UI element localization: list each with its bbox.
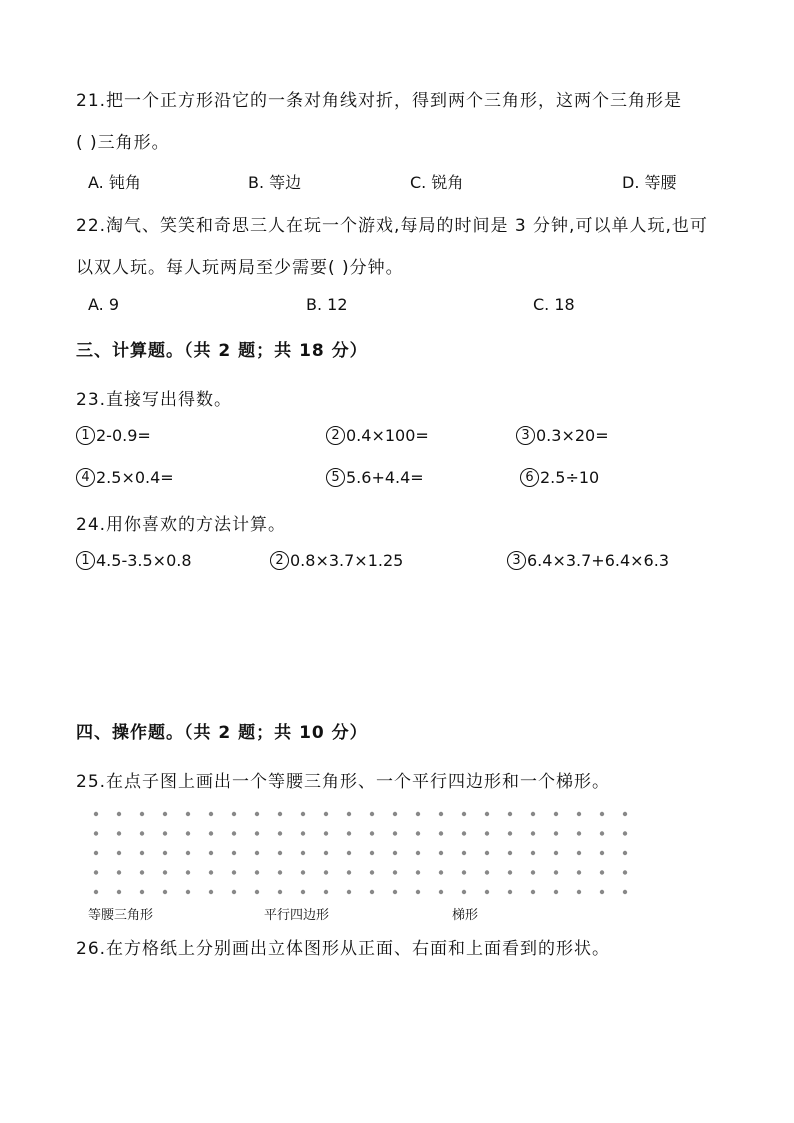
grid-dot[interactable] (393, 851, 397, 855)
circled-number: 1 (76, 551, 95, 570)
grid-dot[interactable] (255, 831, 259, 835)
q23-item-1-expr: 2-0.9= (96, 426, 151, 445)
grid-dot[interactable] (94, 831, 98, 835)
grid-dot[interactable] (531, 870, 535, 874)
circled-number: 2 (326, 426, 345, 445)
grid-dot[interactable] (209, 812, 213, 816)
grid-dot[interactable] (117, 812, 121, 816)
grid-dot[interactable] (462, 870, 466, 874)
grid-dot[interactable] (163, 851, 167, 855)
grid-dot[interactable] (163, 831, 167, 835)
grid-dot[interactable] (600, 831, 604, 835)
grid-dot[interactable] (554, 851, 558, 855)
grid-dot[interactable] (347, 812, 351, 816)
dot-grid-label-trapezoid: 梯形 (452, 908, 479, 923)
grid-dot[interactable] (600, 890, 604, 894)
circled-number: 3 (507, 551, 526, 570)
q24-item-2 (270, 551, 403, 570)
grid-dot[interactable] (554, 870, 558, 874)
grid-dot[interactable] (577, 851, 581, 855)
q26-title: 26.在方格纸上分别画出立体图形从正面、右面和上面看到的形状。 (76, 939, 611, 959)
grid-dot[interactable] (324, 870, 328, 874)
grid-dot[interactable] (531, 890, 535, 894)
grid-dot[interactable] (347, 890, 351, 894)
grid-dot[interactable] (623, 890, 627, 894)
grid-dot[interactable] (416, 890, 420, 894)
circled-number: 5 (326, 468, 345, 487)
grid-dot[interactable] (255, 812, 259, 816)
circled-number: 2 (270, 551, 289, 570)
grid-dot[interactable] (508, 851, 512, 855)
grid-dot[interactable] (439, 851, 443, 855)
q24-item-3 (507, 551, 669, 570)
grid-dot[interactable] (623, 851, 627, 855)
q24-item-3-expr: 6.4×3.7+6.4×6.3 (527, 551, 669, 570)
grid-dot[interactable] (577, 831, 581, 835)
q21-option-b: B. 等边 (248, 173, 302, 192)
q24-item-2-expr: 0.8×3.7×1.25 (290, 551, 404, 570)
grid-dot[interactable] (508, 831, 512, 835)
grid-dot[interactable] (462, 890, 466, 894)
grid-dot[interactable] (347, 831, 351, 835)
grid-dot[interactable] (232, 890, 236, 894)
q23-item-2-expr: 0.4×100= (346, 426, 429, 445)
grid-dot[interactable] (278, 851, 282, 855)
grid-dot[interactable] (623, 831, 627, 835)
grid-dot[interactable] (393, 870, 397, 874)
q23-item-4-expr: 2.5×0.4= (96, 468, 174, 487)
q22-option-c: C. 18 (533, 295, 575, 314)
grid-dot[interactable] (393, 831, 397, 835)
grid-dot[interactable] (278, 870, 282, 874)
grid-dot[interactable] (186, 831, 190, 835)
grid-dot[interactable] (370, 831, 374, 835)
grid-dot[interactable] (531, 831, 535, 835)
grid-dot[interactable] (278, 831, 282, 835)
grid-dot[interactable] (600, 870, 604, 874)
grid-dot[interactable] (94, 851, 98, 855)
grid-dot[interactable] (117, 831, 121, 835)
q23-title: 23.直接写出得数。 (76, 390, 233, 410)
q22-text-line2: 以双人玩。每人玩两局至少需要( )分钟。 (76, 258, 404, 278)
circled-number: 6 (520, 468, 539, 487)
grid-dot[interactable] (485, 870, 489, 874)
q24-item-1 (76, 551, 192, 570)
grid-dot[interactable] (301, 812, 305, 816)
grid-dot[interactable] (232, 812, 236, 816)
grid-dot[interactable] (163, 870, 167, 874)
grid-dot[interactable] (209, 890, 213, 894)
grid-dot[interactable] (209, 831, 213, 835)
grid-dot[interactable] (324, 831, 328, 835)
grid-dot[interactable] (278, 812, 282, 816)
grid-dot[interactable] (416, 812, 420, 816)
grid-dot[interactable] (577, 812, 581, 816)
grid-dot[interactable] (301, 851, 305, 855)
grid-dot[interactable] (416, 831, 420, 835)
grid-dot[interactable] (278, 890, 282, 894)
q23-item-5 (326, 468, 424, 487)
grid-dot[interactable] (531, 812, 535, 816)
grid-dot[interactable] (370, 812, 374, 816)
grid-dot[interactable] (140, 851, 144, 855)
grid-dot[interactable] (301, 890, 305, 894)
grid-dot[interactable] (416, 870, 420, 874)
q25-title: 25.在点子图上画出一个等腰三角形、一个平行四边形和一个梯形。 (76, 772, 611, 792)
q21-option-d: D. 等腰 (622, 173, 677, 192)
grid-dot[interactable] (94, 870, 98, 874)
q21-option-c: C. 锐角 (410, 173, 464, 192)
grid-dot[interactable] (577, 870, 581, 874)
q23-item-2 (326, 426, 429, 445)
grid-dot[interactable] (186, 812, 190, 816)
grid-dot[interactable] (508, 870, 512, 874)
grid-dot[interactable] (140, 890, 144, 894)
grid-dot[interactable] (324, 851, 328, 855)
grid-dot[interactable] (600, 812, 604, 816)
grid-dot[interactable] (117, 870, 121, 874)
grid-dot[interactable] (508, 812, 512, 816)
circled-number: 4 (76, 468, 95, 487)
grid-dot[interactable] (439, 890, 443, 894)
grid-dot[interactable] (462, 831, 466, 835)
grid-dot[interactable] (163, 890, 167, 894)
circled-number: 1 (76, 426, 95, 445)
q22-text-line1: 22.淘气、笑笑和奇思三人在玩一个游戏,每局的时间是 3 分钟,可以单人玩,也可 (76, 216, 708, 236)
grid-dot[interactable] (255, 851, 259, 855)
grid-dot[interactable] (393, 890, 397, 894)
q23-item-1 (76, 426, 151, 445)
grid-dot[interactable] (301, 870, 305, 874)
grid-dot[interactable] (623, 812, 627, 816)
grid-dot[interactable] (416, 851, 420, 855)
grid-dot[interactable] (462, 851, 466, 855)
grid-dot[interactable] (186, 890, 190, 894)
grid-dot[interactable] (347, 851, 351, 855)
q23-item-3-expr: 0.3×20= (536, 426, 609, 445)
grid-dot[interactable] (209, 870, 213, 874)
section-4-title: 四、操作题。（共 2 题；共 10 分） (76, 723, 368, 743)
grid-dot[interactable] (462, 812, 466, 816)
grid-dot[interactable] (163, 812, 167, 816)
grid-dot[interactable] (508, 890, 512, 894)
grid-dot[interactable] (140, 812, 144, 816)
q24-item-1-expr: 4.5-3.5×0.8 (96, 551, 192, 570)
grid-dot[interactable] (301, 831, 305, 835)
grid-dot[interactable] (554, 890, 558, 894)
grid-dot[interactable] (140, 831, 144, 835)
grid-dot[interactable] (554, 812, 558, 816)
grid-dot[interactable] (347, 870, 351, 874)
grid-dot[interactable] (370, 870, 374, 874)
grid-dot[interactable] (232, 870, 236, 874)
grid-dot[interactable] (324, 890, 328, 894)
grid-dot[interactable] (393, 812, 397, 816)
q21-text-line2: ( )三角形。 (76, 133, 170, 153)
grid-dot[interactable] (439, 870, 443, 874)
grid-dot[interactable] (255, 870, 259, 874)
grid-dot[interactable] (439, 812, 443, 816)
q22-option-a: A. 9 (88, 295, 120, 314)
q24-title: 24.用你喜欢的方法计算。 (76, 515, 287, 535)
q23-item-3 (516, 426, 609, 445)
grid-dot[interactable] (370, 851, 374, 855)
q21-option-a: A. 钝角 (88, 173, 141, 192)
grid-dot[interactable] (577, 890, 581, 894)
circled-number: 3 (516, 426, 535, 445)
q23-item-6-expr: 2.5÷10 (540, 468, 600, 487)
grid-dot[interactable] (255, 890, 259, 894)
grid-dot[interactable] (232, 851, 236, 855)
grid-dot[interactable] (531, 851, 535, 855)
grid-dot[interactable] (140, 870, 144, 874)
grid-dot[interactable] (324, 812, 328, 816)
grid-dot[interactable] (623, 870, 627, 874)
grid-dot[interactable] (485, 812, 489, 816)
grid-dot[interactable] (232, 831, 236, 835)
grid-dot[interactable] (600, 851, 604, 855)
grid-dot[interactable] (485, 851, 489, 855)
dot-grid-label-isosceles-triangle: 等腰三角形 (88, 908, 154, 923)
dot-grid-label-parallelogram: 平行四边形 (264, 908, 330, 923)
q23-item-5-expr: 5.6+4.4= (346, 468, 424, 487)
grid-dot[interactable] (485, 831, 489, 835)
grid-dot[interactable] (485, 890, 489, 894)
grid-dot[interactable] (94, 812, 98, 816)
grid-dot[interactable] (554, 831, 558, 835)
grid-dot[interactable] (117, 851, 121, 855)
grid-dot[interactable] (186, 870, 190, 874)
grid-dot[interactable] (209, 851, 213, 855)
q22-option-b: B. 12 (306, 295, 348, 314)
grid-dot[interactable] (186, 851, 190, 855)
grid-dot[interactable] (117, 890, 121, 894)
grid-dot[interactable] (439, 831, 443, 835)
q21-text-line1: 21.把一个正方形沿它的一条对角线对折，得到两个三角形，这两个三角形是 (76, 91, 683, 111)
section-3-title: 三、计算题。（共 2 题；共 18 分） (76, 341, 368, 361)
q23-item-6 (520, 468, 599, 487)
q23-item-4 (76, 468, 174, 487)
grid-dot[interactable] (94, 890, 98, 894)
grid-dot[interactable] (370, 890, 374, 894)
dot-grid[interactable] (88, 806, 648, 896)
